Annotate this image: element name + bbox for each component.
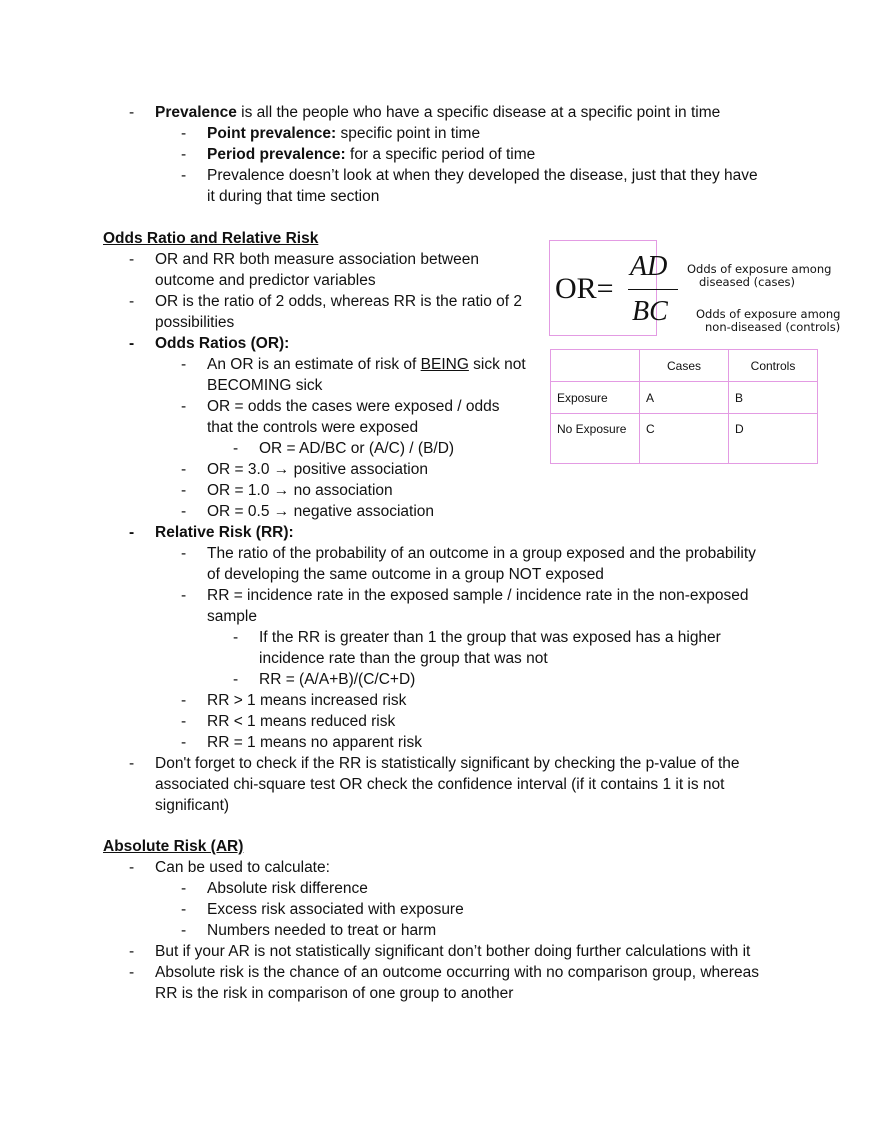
bullet-dash: - bbox=[181, 125, 187, 142]
odds-ratio-formula bbox=[549, 240, 668, 336]
bullet-dash: - bbox=[181, 922, 187, 939]
or-rr-bullet1-line1: OR and RR both measure association between bbox=[155, 251, 479, 268]
rr-greater-line2: incidence rate than the group that was not bbox=[259, 650, 548, 667]
rr-reduced: RR < 1 means reduced risk bbox=[207, 713, 396, 730]
or-estimate-underlined: BEING bbox=[420, 356, 469, 373]
or-negative: OR = 0.5 → negative association bbox=[207, 503, 435, 520]
point-prevalence-term: Point prevalence: bbox=[207, 125, 337, 142]
bullet-dash: - bbox=[181, 356, 187, 373]
bullet-dash: - bbox=[181, 587, 187, 604]
or-positive: OR = 3.0 → positive association bbox=[207, 461, 428, 478]
ar-calculate: Can be used to calculate: bbox=[155, 859, 330, 876]
bullet-dash: - bbox=[181, 880, 187, 897]
bullet-dash: - bbox=[233, 629, 239, 646]
bullet-dash: - bbox=[181, 901, 187, 918]
bullet-dash: - bbox=[129, 943, 135, 960]
point-prevalence-line bbox=[207, 123, 480, 144]
table-row bbox=[551, 382, 818, 414]
contingency-table bbox=[550, 349, 818, 464]
table-header-row bbox=[551, 350, 818, 382]
formula-note-cases-line1: Odds of exposure among bbox=[687, 262, 832, 276]
relative-risk-heading: Relative Risk (RR): bbox=[155, 524, 294, 541]
rr-ratio-line1: The ratio of the probability of an outcome in a group exposed and the probability bbox=[207, 545, 756, 562]
prevalence-definition: is all the people who have a specific disease at a specific point in time bbox=[236, 104, 721, 121]
formula-note-controls-line1: Odds of exposure among bbox=[696, 307, 841, 321]
ar-significance: But if your AR is not statistically significant don’t bother doing further calculations with it bbox=[155, 943, 751, 960]
or-rr-bullet2-line2: possibilities bbox=[155, 314, 235, 331]
or-estimate-line2: BECOMING sick bbox=[207, 377, 323, 394]
or-rr-bullet2-line1: OR is the ratio of 2 odds, whereas RR is the ratio of 2 bbox=[155, 293, 523, 310]
bullet-dash: - bbox=[129, 964, 135, 981]
or-estimate-text-end: sick not bbox=[468, 356, 526, 373]
or-definition-line1: OR = odds the cases were exposed / odds bbox=[207, 398, 500, 415]
formula-numerator: AD bbox=[630, 251, 668, 282]
or-estimate-text: An OR is an estimate of risk of bbox=[207, 356, 421, 373]
table-header-cases: Cases bbox=[640, 350, 729, 382]
bullet-dash: - bbox=[129, 293, 135, 310]
table-cell bbox=[551, 350, 640, 382]
table-header-controls: Controls bbox=[729, 350, 818, 382]
rr-increased: RR > 1 means increased risk bbox=[207, 692, 407, 709]
ar-difference: Absolute risk difference bbox=[207, 880, 368, 897]
bullet-dash: - bbox=[181, 503, 187, 520]
significance-line2: associated chi-square test OR check the confidence interval (if it contains 1 it is not bbox=[155, 776, 725, 793]
rr-incidence-line2: sample bbox=[207, 608, 257, 625]
period-prevalence-line bbox=[207, 144, 535, 165]
bullet-dash: - bbox=[129, 251, 135, 268]
rr-ratio-line2: of developing the same outcome in a group NOT exposed bbox=[207, 566, 604, 583]
significance-line1: Don't forget to check if the RR is statistically significant by checking the p-value of the bbox=[155, 755, 740, 772]
bullet-dash: - bbox=[129, 755, 135, 772]
or-estimate-line1 bbox=[207, 354, 526, 375]
table-row bbox=[551, 414, 818, 464]
table-row-label: No Exposure bbox=[551, 414, 640, 464]
bullet-dash: - bbox=[181, 545, 187, 562]
ar-excess: Excess risk associated with exposure bbox=[207, 901, 464, 918]
bullet-dash: - bbox=[181, 398, 187, 415]
bullet-dash: - bbox=[233, 440, 239, 457]
formula-fraction-bar bbox=[628, 289, 678, 290]
period-prevalence-definition: for a specific period of time bbox=[345, 146, 536, 163]
bullet-dash: - bbox=[181, 167, 187, 184]
bullet-dash: - bbox=[181, 734, 187, 751]
ar-comparison-line2: RR is the risk in comparison of one group to another bbox=[155, 985, 514, 1002]
bullet-dash: - bbox=[181, 692, 187, 709]
significance-line3: significant) bbox=[155, 797, 230, 814]
bullet-dash: - bbox=[129, 335, 135, 352]
or-none: OR = 1.0 → no association bbox=[207, 482, 393, 499]
bullet-dash: - bbox=[181, 713, 187, 730]
table-cell: D bbox=[729, 414, 818, 464]
bullet-dash: - bbox=[181, 461, 187, 478]
ar-comparison-line1: Absolute risk is the chance of an outcome occurring with no comparison group, whereas bbox=[155, 964, 759, 981]
ar-nnt: Numbers needed to treat or harm bbox=[207, 922, 437, 939]
prevalence-term: Prevalence bbox=[155, 104, 237, 121]
rr-formula-text: RR = (A/A+B)/(C/C+D) bbox=[259, 671, 416, 688]
bullet-dash: - bbox=[129, 104, 135, 121]
or-formula-text: OR = AD/BC or (A/C) / (B/D) bbox=[259, 440, 455, 457]
formula-note-controls-line2: non-diseased (controls) bbox=[705, 320, 841, 334]
formula-note-cases-line2: diseased (cases) bbox=[699, 275, 796, 289]
prevalence-line bbox=[155, 102, 720, 123]
table-cell: B bbox=[729, 382, 818, 414]
bullet-dash: - bbox=[233, 671, 239, 688]
bullet-dash: - bbox=[181, 146, 187, 163]
section-heading-or-rr: Odds Ratio and Relative Risk bbox=[103, 230, 319, 247]
formula-lhs: OR= bbox=[555, 272, 614, 305]
prevalence-note-line2: it during that time section bbox=[207, 188, 380, 205]
rr-incidence-line1: RR = incidence rate in the exposed sample / incidence rate in the non-exposed bbox=[207, 587, 749, 604]
odds-ratios-heading: Odds Ratios (OR): bbox=[155, 335, 290, 352]
rr-no-risk: RR = 1 means no apparent risk bbox=[207, 734, 422, 751]
period-prevalence-term: Period prevalence: bbox=[207, 146, 346, 163]
prevalence-note-line1: Prevalence doesn’t look at when they developed the disease, just that they have bbox=[207, 167, 758, 184]
point-prevalence-definition: specific point in time bbox=[336, 125, 481, 142]
formula-denominator: BC bbox=[632, 296, 668, 327]
bullet-dash: - bbox=[129, 524, 135, 541]
rr-greater-line1: If the RR is greater than 1 the group that was exposed has a higher bbox=[259, 629, 721, 646]
or-definition-line2: that the controls were exposed bbox=[207, 419, 419, 436]
bullet-dash: - bbox=[181, 482, 187, 499]
or-rr-bullet1-line2: outcome and predictor variables bbox=[155, 272, 376, 289]
table-cell: A bbox=[640, 382, 729, 414]
table-cell: C bbox=[640, 414, 729, 464]
section-heading-ar: Absolute Risk (AR) bbox=[103, 838, 244, 855]
bullet-dash: - bbox=[129, 859, 135, 876]
table-row-label: Exposure bbox=[551, 382, 640, 414]
